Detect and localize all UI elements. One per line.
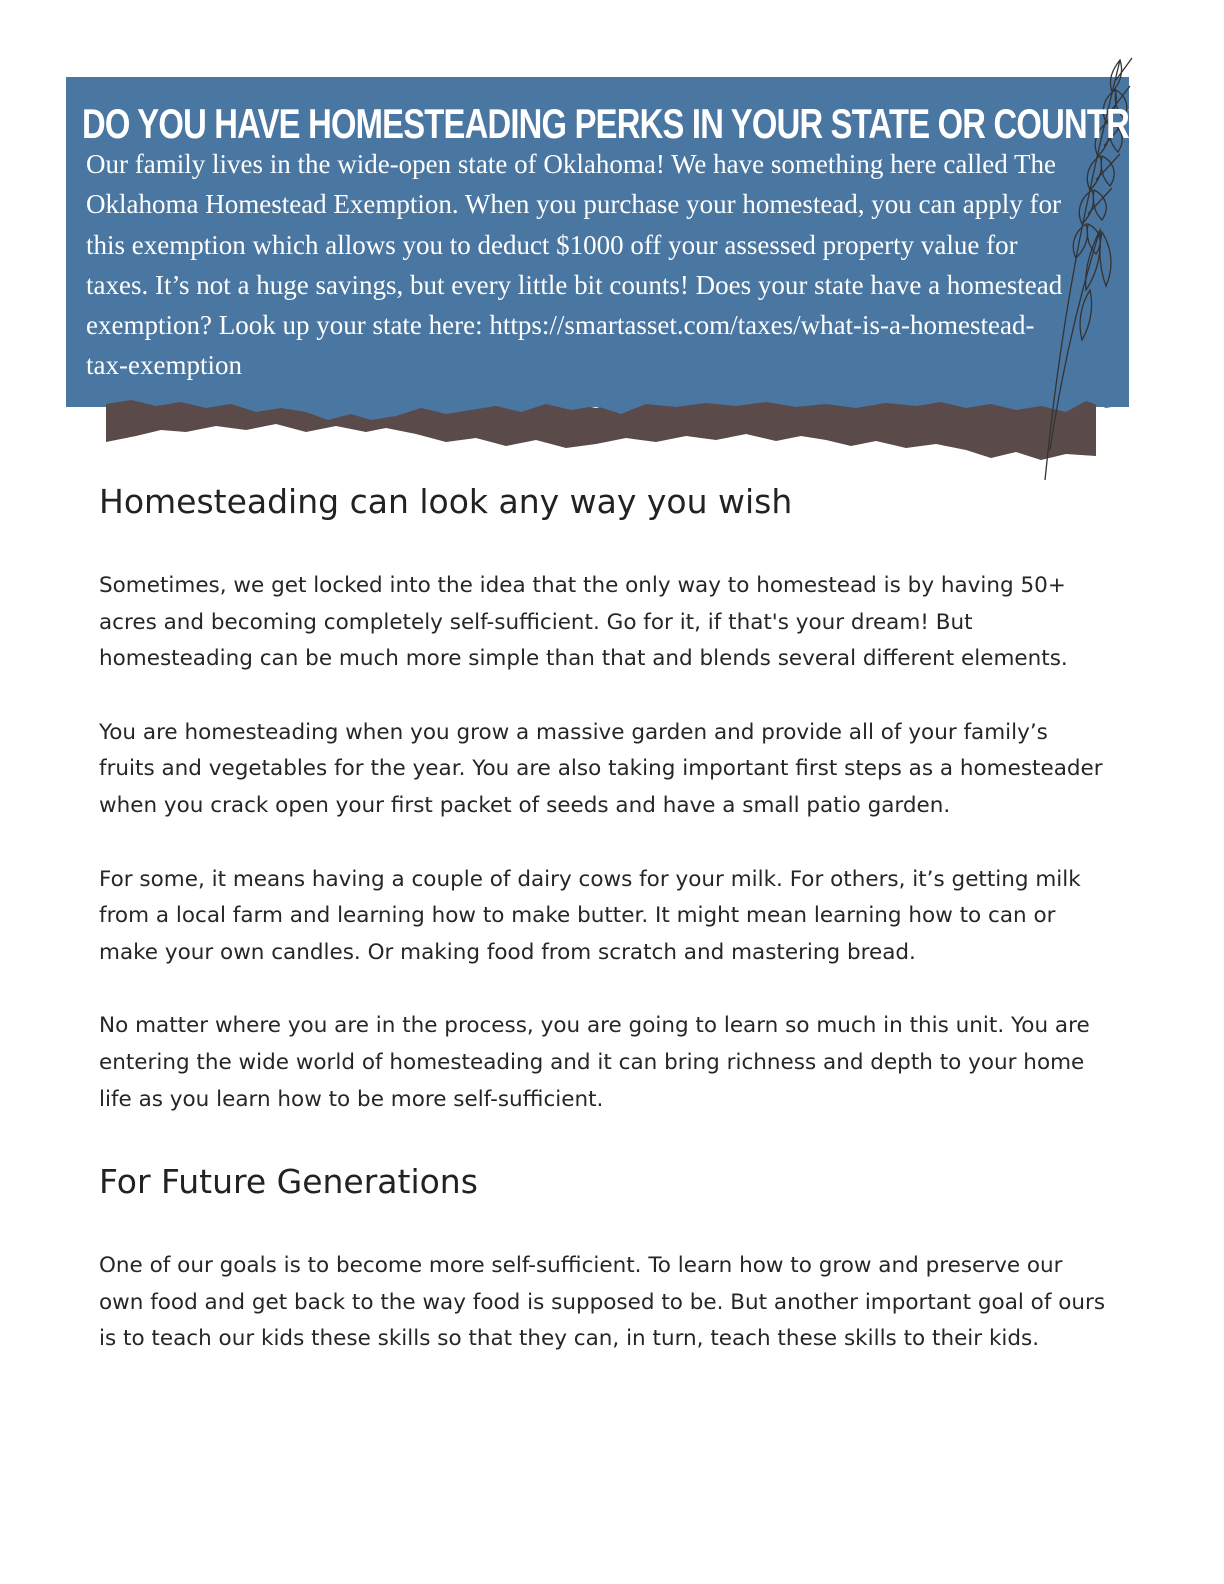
paragraph: For some, it means having a couple of dairy cows for your milk. For others, it’s getting milk from a local farm and learning how to make butter. It might mean learning how to can or make your own candles. Or making food from scratch and mastering bread.: [99, 866, 1081, 965]
section-heading-future-generations: For Future Generations: [99, 1162, 478, 1202]
article-content: [99, 478, 1109, 1358]
callout-title: DO YOU HAVE HOMESTEADING PERKS IN YOUR STATE OR COUNTRY?: [82, 100, 1169, 147]
paragraph: You are homesteading when you grow a massive garden and provide all of your family’s fruits and vegetables for the year. You are also taking important first steps as a homesteader when you crack open your first packet of seeds and have a small patio garden.: [99, 719, 1103, 818]
section-heading-homesteading: Homesteading can look any way you wish: [99, 482, 793, 521]
torn-paper-edge: [66, 386, 1129, 466]
callout-body-text: Our family lives in the wide-open state of Oklahoma! We have something here called The Oklahoma Homestead Exemption. When you purchase your homestead, you can apply for this exemption which allows you to deduct $1000 off your assessed property value for taxes. It’s not a huge savings, but every little bit counts! Does your state have a homestead exemption? Look up your state here: https://smartasset.com/taxes/what-is-a-homestead-tax-exemption: [86, 149, 1063, 381]
paragraph: No matter where you are in the process, you are going to learn so much in this unit. You are entering the wide world of homesteading and it can bring richness and depth to your home life as you learn how to be more self-sufficient.: [99, 1013, 1090, 1112]
paragraph: Sometimes, we get locked into the idea that the only way to homestead is by having 50+ acres and becoming completely self-sufficient. Go for it, if that's your dream! But homesteading can be much more simple than that and blends several different elements.: [99, 573, 1068, 672]
paragraph: One of our goals is to become more self-sufficient. To learn how to grow and preserve our own food and get back to the way food is supposed to be. But another important goal of ours is to teach our kids these skills so that they can, in turn, teach these skills to their kids.: [99, 1253, 1106, 1352]
